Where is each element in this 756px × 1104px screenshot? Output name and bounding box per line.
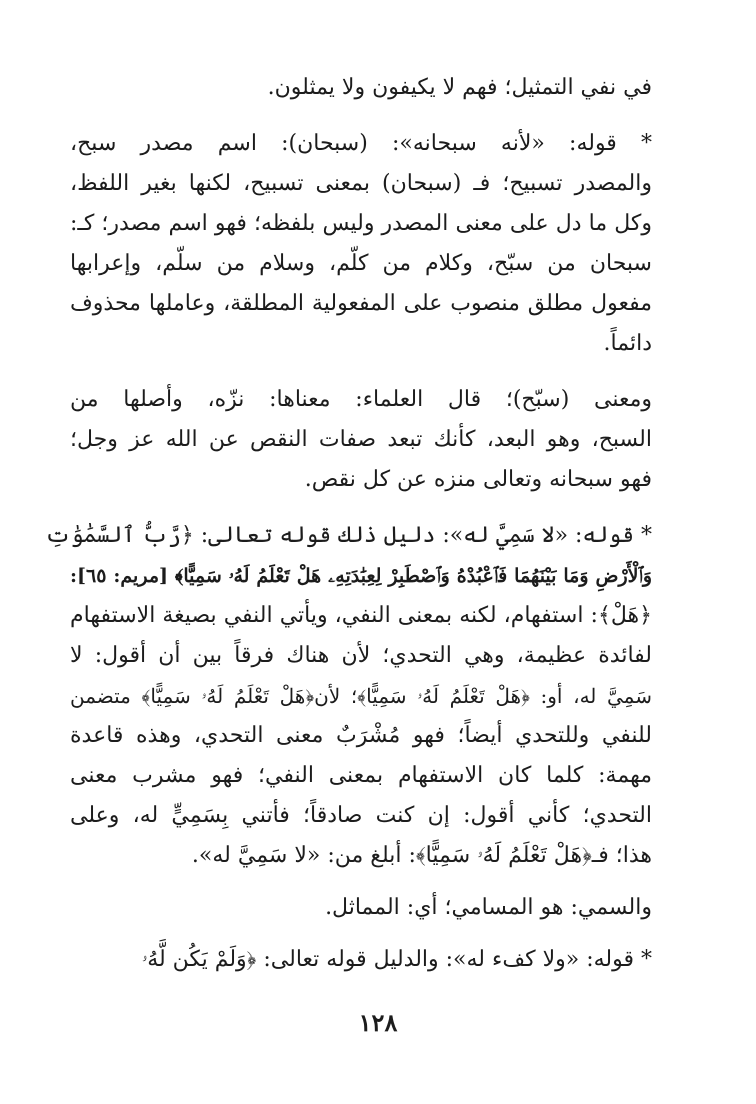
text-line: والسمي: هو المسامي؛ أي: المماثل. bbox=[325, 895, 652, 920]
text-line: * قوله: «لا سَمِيَّ له»: دليل ذلك قوله تعالى: ﴿رَّبُّ ٱلسَّمَٰوَٰتِ bbox=[44, 523, 652, 548]
page-number: ١٢٨ bbox=[358, 1008, 398, 1037]
text-line: للنفي وللتحدي أيضاً؛ فهو مُشْرَبٌ معنى التحدي، وهذه قاعدة bbox=[70, 723, 652, 748]
text-line: مفعول مطلق منصوب على المفعولية المطلقة، وعاملها محذوف bbox=[70, 291, 652, 316]
text-line: التحدي؛ كأني أقول: إن كنت صادقاً؛ فأتني بِسَمِيٍّ له، وعلى bbox=[70, 803, 652, 828]
quran-verse-line: وَٱلْأَرْضِ وَمَا بَيْنَهُمَا فَٱعْبُدْهُ وَٱصْطَبِرْ لِعِبَٰدَتِهِۦ هَلْ تَعْلَمُ لَهُۥ سَمِيًّا﴾ [مريم: ٦٥]: bbox=[70, 565, 652, 587]
text-line: فهو سبحانه وتعالى منزه عن كل نقص. bbox=[304, 467, 652, 492]
text-line: والمصدر تسبيح؛ فـ (سبحان) بمعنى تسبيح، لكنها بغير اللفظ، bbox=[70, 171, 652, 196]
text-line: دائماً. bbox=[603, 331, 652, 356]
text-line: في نفي التمثيل؛ فهم لا يكيفون ولا يمثلون. bbox=[267, 75, 652, 100]
text-line: هذا؛ فـ﴿هَلْ تَعْلَمُ لَهُۥ سَمِيًّا﴾: أبلغ من: «لا سَمِيَّ له». bbox=[191, 843, 652, 868]
page-body bbox=[44, 68, 652, 996]
text-line: * قوله: «ولا كفء له»: والدليل قوله تعالى: ﴿وَلَمْ يَكُن لَّهُۥ bbox=[141, 947, 652, 972]
text-line: * قوله: «لأنه سبحانه»: (سبحان): اسم مصدر سبح، bbox=[70, 131, 652, 156]
paragraph-4 bbox=[44, 516, 652, 876]
text-line: سَمِيَّ له، أو: ﴿هَلْ تَعْلَمُ لَهُۥ سَمِيًّا﴾؛ لأن﴿هَلْ تَعْلَمُ لَهُۥ سَمِيًّا﴾ متضمن bbox=[70, 684, 652, 708]
text-line: ومعنى (سبّح)؛ قال العلماء: معناها: نزّه، وأصلها من bbox=[70, 387, 652, 412]
text-line: لفائدة عظيمة، وهي التحدي؛ لأن هناك فرقاً بين أن أقول: لا bbox=[70, 643, 652, 668]
text-line: مهمة: كلما كان الاستفهام بمعنى النفي؛ فهو مشرب معنى bbox=[70, 763, 652, 788]
paragraph-2 bbox=[70, 124, 652, 364]
text-line: السبح، وهو البعد، كأنك تبعد صفات النقص عن الله عز وجل؛ bbox=[70, 427, 652, 452]
text-line: سبحان من سبّح، وكلام من كلّم، وسلام من سلّم، وإعرابها bbox=[70, 251, 652, 276]
paragraph-1 bbox=[70, 68, 652, 108]
paragraph-5 bbox=[70, 888, 652, 928]
paragraph-3 bbox=[70, 380, 652, 500]
text-line: وكل ما دل على معنى المصدر وليس بلفظه؛ فهو اسم مصدر؛ كـ: bbox=[70, 211, 652, 236]
text-line: ﴿هَلْ﴾: استفهام، لكنه بمعنى النفي، ويأتي النفي بصيغة الاستفهام bbox=[70, 603, 652, 628]
paragraph-6 bbox=[70, 940, 652, 980]
